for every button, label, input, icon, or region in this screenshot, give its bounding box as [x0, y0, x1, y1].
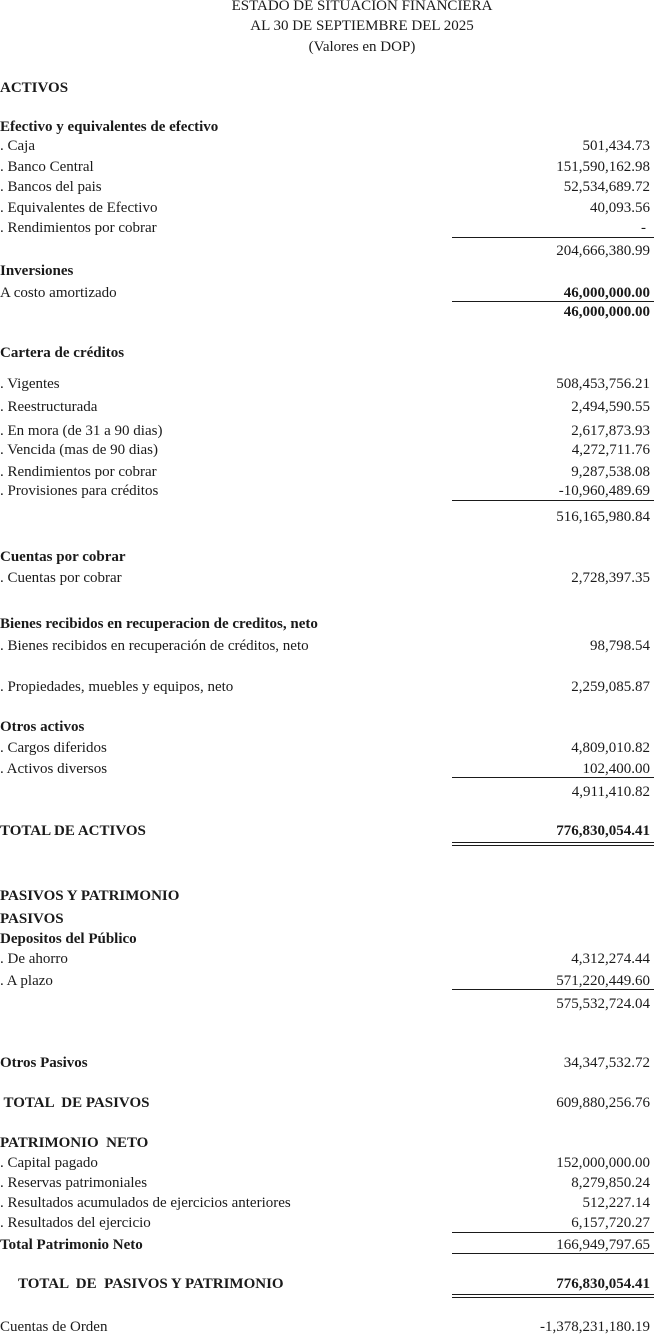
row-label: . Provisiones para créditos [0, 483, 159, 499]
section-heading-pasivos-patrimonio: PASIVOS Y PATRIMONIO [0, 888, 180, 904]
row-value: 501,434.73 [582, 138, 650, 154]
subtotal-rule [452, 500, 654, 501]
row-label: . Vencida (mas de 90 dias) [0, 442, 159, 458]
row-value: 52,534,689.72 [563, 179, 650, 195]
subtotal-value: 575,532,724.04 [556, 996, 650, 1012]
total-pasivos-value: 609,880,256.76 [556, 1095, 650, 1111]
group-heading-inversiones: Inversiones [0, 263, 74, 279]
row-value: 98,798.54 [590, 638, 650, 654]
row-label: . Reservas patrimoniales [0, 1175, 148, 1191]
row-value: 151,590,162.98 [556, 159, 650, 175]
row-value: 4,312,274.44 [571, 951, 650, 967]
double-rule-top [452, 842, 654, 843]
total-pasivos-label: TOTAL DE PASIVOS [0, 1095, 150, 1111]
row-label: . Cargos diferidos [0, 740, 107, 756]
double-rule-bottom [452, 845, 654, 846]
row-value: 8,279,850.24 [571, 1175, 650, 1191]
group-heading-cuentas-cobrar: Cuentas por cobrar [0, 549, 126, 565]
group-heading-cartera: Cartera de créditos [0, 345, 125, 361]
row-value: 512,227.14 [582, 1195, 650, 1211]
row-value: 46,000,000.00 [563, 285, 650, 301]
row-label: . Banco Central [0, 159, 94, 175]
row-label: . Activos diversos [0, 761, 108, 777]
double-rule-top [452, 1294, 654, 1295]
report-currency: (Valores en DOP) [308, 39, 416, 55]
total-patrimonio-value: 166,949,797.65 [556, 1237, 650, 1253]
cuentas-orden-value: -1,378,231,180.19 [540, 1319, 650, 1335]
report-title: ESTADO DE SITUACION FINANCIERA [231, 0, 493, 14]
row-value: 4,809,010.82 [571, 740, 650, 756]
subtotal-value: 46,000,000.00 [563, 304, 650, 320]
row-label: . Vigentes [0, 376, 60, 392]
row-label: . A plazo [0, 973, 53, 989]
subtotal-rule [452, 237, 654, 238]
row-label: . Resultados acumulados de ejercicios anteriores [0, 1195, 291, 1211]
row-value: 508,453,756.21 [556, 376, 650, 392]
subtotal-rule [452, 1253, 654, 1254]
group-heading-efectivo: Efectivo y equivalentes de efectivo [0, 119, 219, 135]
subtotal-value: 516,165,980.84 [556, 509, 650, 525]
double-rule-bottom [452, 1297, 654, 1298]
subtotal-value: 204,666,380.99 [556, 243, 650, 259]
row-label: . Equivalentes de Efectivo [0, 200, 158, 216]
total-activos-label: TOTAL DE ACTIVOS [0, 823, 146, 839]
row-label: . Rendimientos por cobrar [0, 464, 157, 480]
group-heading-depositos: Depositos del Público [0, 931, 137, 947]
row-value: 40,093.56 [590, 200, 650, 216]
row-value: - [641, 220, 646, 236]
row-label: . Capital pagado [0, 1155, 98, 1171]
section-heading-pasivos: PASIVOS [0, 911, 64, 927]
row-label: . Resultados del ejercicio [0, 1215, 151, 1231]
row-label: . Bienes recibidos en recuperación de créditos, neto [0, 638, 309, 654]
total-patrimonio-label: Total Patrimonio Neto [0, 1237, 143, 1253]
subtotal-rule [452, 1232, 654, 1233]
report-date: AL 30 DE SEPTIEMBRE DEL 2025 [250, 18, 474, 34]
row-value: 571,220,449.60 [556, 973, 650, 989]
row-value: 102,400.00 [582, 761, 650, 777]
group-heading-bienes: Bienes recibidos en recuperacion de creditos, neto [0, 616, 318, 632]
subtotal-rule [452, 777, 654, 778]
otros-pasivos-value: 34,347,532.72 [563, 1055, 650, 1071]
row-value: 152,000,000.00 [556, 1155, 650, 1171]
subtotal-rule [452, 301, 654, 302]
row-value: 9,287,538.08 [571, 464, 650, 480]
row-value: 2,259,085.87 [571, 679, 650, 695]
cuentas-orden-label: Cuentas de Orden [0, 1319, 108, 1335]
row-label: . De ahorro [0, 951, 68, 967]
row-value: 2,728,397.35 [571, 570, 650, 586]
row-value: 6,157,720.27 [571, 1215, 650, 1231]
row-value: 2,617,873.93 [571, 423, 650, 439]
otros-pasivos-label: Otros Pasivos [0, 1055, 88, 1071]
row-label: . Cuentas por cobrar [0, 570, 122, 586]
row-label: . En mora (de 31 a 90 dias) [0, 423, 163, 439]
row-label: . Propiedades, muebles y equipos, neto [0, 679, 234, 695]
row-value: -10,960,489.69 [558, 483, 650, 499]
row-label: . Reestructurada [0, 399, 98, 415]
subtotal-value: 4,911,410.82 [571, 784, 650, 800]
row-label: A costo amortizado [0, 285, 117, 301]
group-heading-otros-activos: Otros activos [0, 719, 85, 735]
row-label: . Caja [0, 138, 35, 154]
total-pasivos-patrimonio-label: TOTAL DE PASIVOS Y PATRIMONIO [18, 1276, 284, 1292]
section-heading-patrimonio: PATRIMONIO NETO [0, 1135, 149, 1151]
row-value: 4,272,711.76 [571, 442, 650, 458]
row-label: . Bancos del pais [0, 179, 102, 195]
row-label: . Rendimientos por cobrar [0, 220, 157, 236]
subtotal-rule [452, 989, 654, 990]
total-pasivos-patrimonio-value: 776,830,054.41 [556, 1276, 650, 1292]
row-value: 2,494,590.55 [571, 399, 650, 415]
section-heading-activos: ACTIVOS [0, 80, 69, 96]
total-activos-value: 776,830,054.41 [556, 823, 650, 839]
